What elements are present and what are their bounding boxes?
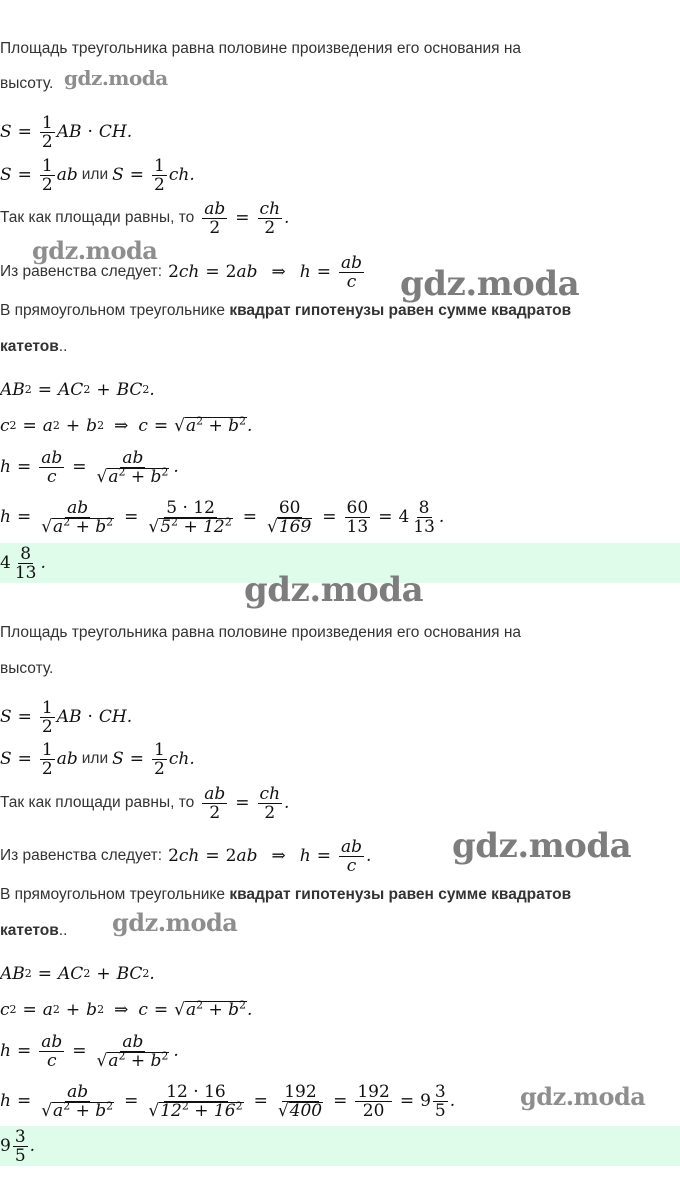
answer-2: 9 $\frac{3}{5}$ .	[0, 1128, 36, 1164]
formula-height-computed: h = ab √ $a^2 + b^2$ = 5 · 12 √ $5^2 + 12^2$ = 60 √ 169 = $\frac{60}{13}$ = 4 $\frac{8}{13}$ .	[0, 497, 445, 537]
answer-band-2	[0, 1126, 680, 1166]
area-definition-text: Площадь треугольника равна половине произведения его основания на	[0, 40, 522, 57]
result-numerator-2: 192	[284, 1081, 317, 1102]
formula-height-general: h = $\frac{ab}{c}$ = ab √ $a^2 + b^2$ .	[0, 1031, 179, 1071]
answer-1: 4 $\frac{8}{13}$ .	[0, 545, 46, 581]
or-word: или	[81, 750, 109, 767]
formula-area-half-ab-ch: S = $\frac{1}{2}$ AB · CH.	[0, 699, 133, 735]
area-definition-text: Площадь треугольника равна половине произведения его основания на	[0, 624, 522, 641]
formula-hypotenuse: c 2 = a 2 + b 2 ⇒ c = √ $a^2 + b^2$ .	[0, 414, 253, 436]
formula-pythagoras: AB 2 = AC 2 + BC 2 .	[0, 964, 155, 984]
watermark-logo: gdz.moda	[32, 236, 158, 265]
formula-area-ab-or-ch: S = $\frac{1}{2}$ ab или S = $\frac{1}{2}$ ch.	[0, 157, 195, 193]
pythagoras-statement: В прямоугольном треугольнике квадрат гипотенузы равен сумме квадратов	[0, 886, 572, 903]
equal-areas-line: Так как площади равны, то $\frac{ab}{2}$ = $\frac{ch}{2}$ .	[0, 200, 290, 236]
area-definition-text-cont: высоту.	[0, 660, 54, 677]
watermark-logo: gdz.moda	[520, 1082, 646, 1111]
formula-pythagoras: AB 2 = AC 2 + BC 2 .	[0, 380, 155, 400]
area-definition-text-cont: высоту.	[0, 75, 54, 92]
watermark-logo: gdz.moda	[452, 826, 632, 866]
derivation-text: Из равенства следует:	[0, 263, 163, 280]
watermark-logo: gdz.moda	[112, 908, 238, 937]
watermark-logo: gdz.moda	[64, 66, 168, 90]
formula-height-computed: h = ab √ $a^2 + b^2$ = 12 · 16 √ $12^2 + 16^2$ = 192 √ 400 = $\frac{192}{20}$ = 9 $\frac{3}{5}$ .	[0, 1081, 456, 1121]
formula-hypotenuse: c 2 = a 2 + b 2 ⇒ c = √ $a^2 + b^2$ .	[0, 998, 253, 1020]
watermark-logo: gdz.moda	[400, 264, 580, 304]
formula-height-general: h = $\frac{ab}{c}$ = ab √ $a^2 + b^2$ .	[0, 447, 179, 487]
result-numerator-1: 60	[278, 497, 301, 518]
pythagoras-statement: В прямоугольном треугольнике квадрат гипотенузы равен сумме квадратов	[0, 302, 572, 319]
watermark-logo: gdz.moda	[244, 570, 424, 610]
equal-areas-text: Так как площади равны, то	[0, 209, 195, 226]
formula-area-ab-or-ch: S = $\frac{1}{2}$ ab или S = $\frac{1}{2}$ ch.	[0, 741, 195, 777]
derivation-text: Из равенства следует:	[0, 847, 163, 864]
height-derivation-line: Из равенства следует: 2 ch = 2 ab ⇒ h = $\frac{ab}{c}$ .	[0, 838, 372, 874]
pythagoras-statement-cont: катетов..	[0, 338, 68, 355]
or-word: или	[81, 166, 109, 183]
equal-areas-line: Так как площади равны, то $\frac{ab}{2}$ = $\frac{ch}{2}$ .	[0, 785, 290, 821]
formula-area-half-ab-ch: S = $\frac{1}{2}$ AB · CH.	[0, 114, 133, 150]
pythagoras-statement-cont: катетов..	[0, 922, 68, 939]
height-derivation-line: Из равенства следует: 2 ch = 2 ab ⇒ h = $\frac{ab}{c}$	[0, 254, 362, 290]
equal-areas-text: Так как площади равны, то	[0, 794, 195, 811]
